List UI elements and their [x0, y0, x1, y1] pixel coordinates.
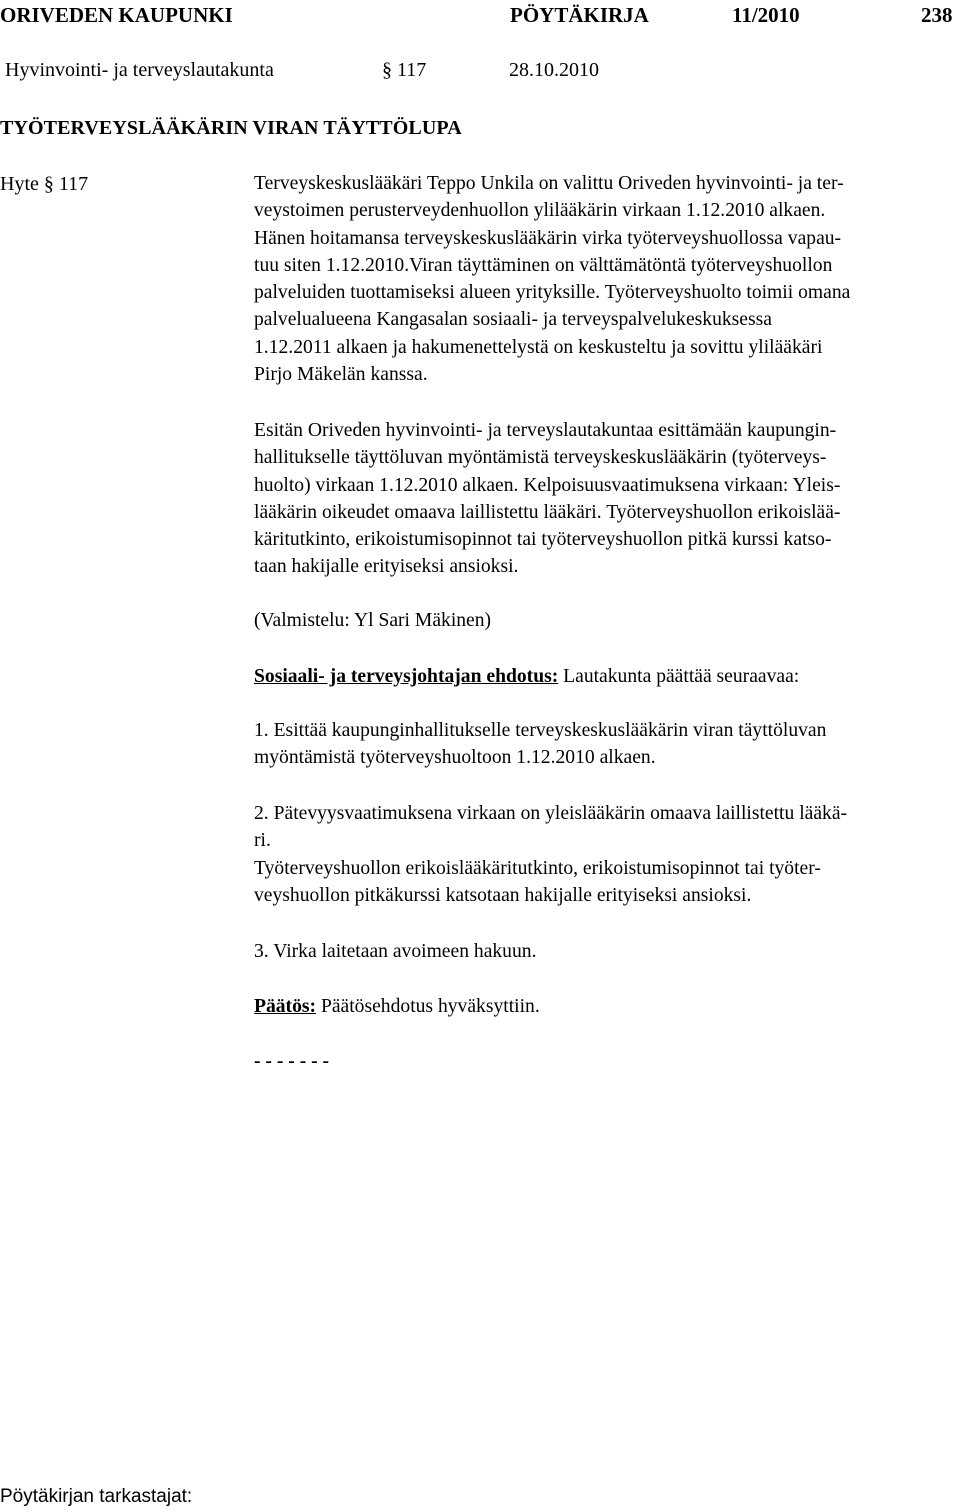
- text-line: käritutkinto, erikoistumisopinnot tai työterveyshuollon pitkä kurssi katso-: [254, 529, 832, 551]
- text-line: hallitukselle täyttöluvan myöntämistä terveyskeskuslääkärin (työterveys-: [254, 447, 827, 469]
- text-line: tuu siten 1.12.2010.Viran täyttäminen on välttämätöntä työterveyshuollon: [254, 254, 833, 276]
- decision-item-1: [254, 717, 960, 772]
- text-line: Esitän Oriveden hyvinvointi- ja terveyslautakuntaa esittämään kaupungin-: [254, 420, 837, 441]
- paragraph-proposal-rationale: [254, 417, 960, 581]
- text-line: 1. Esittää kaupunginhallitukselle terveyskeskuslääkärin viran täyttöluvan: [254, 720, 827, 741]
- meeting-date: 28.10.2010: [509, 59, 599, 81]
- preparer-note: [254, 607, 960, 634]
- separator-text: - - - - - - -: [254, 1051, 330, 1072]
- paragraph-background: [254, 170, 960, 388]
- city-name: ORIVEDEN KAUPUNKI: [0, 3, 233, 27]
- proposal-text: Lautakunta päättää seuraavaa:: [563, 666, 800, 687]
- document-title: TYÖTERVEYSLÄÄKÄRIN VIRAN TÄYTTÖLUPA: [0, 117, 462, 139]
- decision-item-3: [254, 938, 960, 965]
- text-line: Työterveyshuollon erikoislääkäritutkinto, erikoistumisopinnot tai työter-: [254, 857, 821, 879]
- text-line: ri.: [254, 830, 271, 852]
- decision-label: Päätös:: [254, 996, 317, 1017]
- text-line: Terveyskeskuslääkäri Teppo Unkila on valittu Oriveden hyvinvointi- ja ter-: [254, 173, 844, 194]
- separator: [254, 1048, 960, 1075]
- decision-item-2: [254, 800, 960, 909]
- text-line: lääkärin oikeudet omaava laillistettu lääkäri. Työterveyshuollon erikoislää-: [254, 501, 841, 523]
- section-reference: Hyte § 117: [0, 173, 89, 195]
- document-type: PÖYTÄKIRJA: [510, 3, 649, 27]
- text-line: 2. Pätevyysvaatimuksena virkaan on yleislääkärin omaava laillistettu lääkä-: [254, 803, 848, 824]
- issue-number: 11/2010: [732, 3, 800, 27]
- text-line: veyshuollon pitkäkurssi katsotaan hakijalle erityiseksi ansioksi.: [254, 884, 752, 906]
- text-line: 1.12.2011 alkaen ja hakumenettelystä on keskusteltu ja sovittu ylilääkäri: [254, 336, 823, 358]
- text-line: taan hakijalle erityiseksi ansioksi.: [254, 556, 519, 578]
- text-line: 3. Virka laitetaan avoimeen hakuun.: [254, 941, 537, 962]
- text-line: Hänen hoitamansa terveyskeskuslääkärin virka työterveyshuollossa vapau-: [254, 227, 842, 249]
- proposal: [254, 663, 960, 690]
- decision-text: Päätösehdotus hyväksyttiin.: [320, 996, 540, 1017]
- text-line: palveluiden tuottamiseksi alueen yrityksille. Työterveyshuolto toimii omana: [254, 282, 851, 304]
- footer-reviewers: Pöytäkirjan tarkastajat:: [0, 1486, 193, 1507]
- text-line: myöntämistä työterveyshuoltoon 1.12.2010 alkaen.: [254, 747, 656, 769]
- proposal-label: Sosiaali- ja terveysjohtajan ehdotus:: [254, 666, 559, 687]
- page-number: 238: [921, 3, 953, 27]
- section-number: § 117: [382, 59, 427, 81]
- text-line: palvelualueena Kangasalan sosiaali- ja terveyspalvelukeskuksessa: [254, 309, 772, 331]
- text-line: huolto) virkaan 1.12.2010 alkaen. Kelpoisuusvaatimuksena virkaan: Yleis-: [254, 474, 841, 496]
- board-name: Hyvinvointi- ja terveyslautakunta: [5, 59, 274, 81]
- preparer-text: (Valmistelu: Yl Sari Mäkinen): [254, 610, 492, 631]
- decision: [254, 993, 960, 1020]
- text-line: Pirjo Mäkelän kanssa.: [254, 364, 428, 386]
- text-line: veystoimen perusterveydenhuollon ylilääkärin virkaan 1.12.2010 alkaen.: [254, 200, 826, 222]
